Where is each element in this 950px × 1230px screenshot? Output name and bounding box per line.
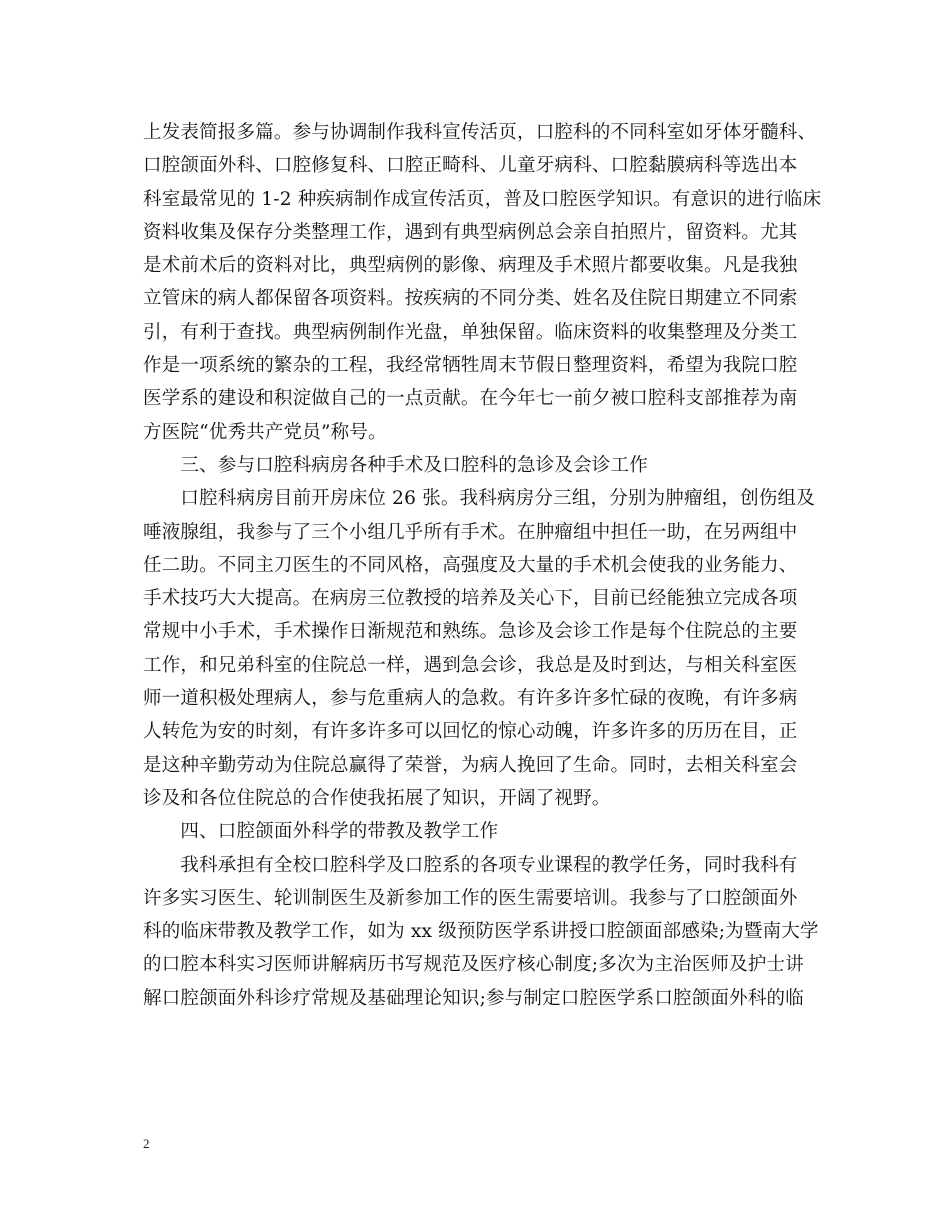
- text-line: 解口腔颌面外科诊疗常规及基础理论知识;参与制定口腔医学系口腔颌面外科的临: [143, 987, 804, 1009]
- text-line: 任二助。不同主刀医生的不同风格，高强度及大量的手术机会使我的业务能力、: [143, 554, 798, 576]
- body-text: [143, 116, 822, 1015]
- text-line: 上发表简报多篇。参与协调制作我科宣传活页，口腔科的不同科室如牙体牙髓科、: [143, 122, 817, 143]
- section-heading: 三、参与口腔科病房各种手术及口腔科的急诊及会诊工作: [143, 454, 648, 476]
- section-heading: 四、口腔颌面外科学的带教及教学工作: [143, 821, 499, 843]
- text-line: 常规中小手术，手术操作日渐规范和熟练。急诊及会诊工作是每个住院总的主要: [143, 621, 798, 643]
- text-line: 我科承担有全校口腔科学及口腔系的各项专业课程的教学任务，同时我科有: [143, 854, 798, 876]
- text-line: 手术技巧大大提高。在病房三位教授的培养及关心下，目前已经能独立完成各项: [143, 588, 798, 610]
- page-number: 2: [143, 1136, 150, 1151]
- text-line: 口腔科病房目前开房床位 26 张。我科病房分三组，分别为肿瘤组，创伤组及: [143, 488, 815, 510]
- text-line: 科室最常见的 1-2 种疾病制作成宣传活页，普及口腔医学知识。有意识的进行临床: [143, 188, 822, 210]
- text-line: 口腔颌面外科、口腔修复科、口腔正畸科、儿童牙病科、口腔黏膜病科等选出本: [143, 155, 798, 177]
- text-line: 立管床的病人都保留各项资料。按疾病的不同分类、姓名及住院日期建立不同索: [143, 288, 798, 310]
- text-line: 诊及和各位住院总的合作使我拓展了知识，开阔了视野。: [143, 787, 611, 809]
- text-line: 作是一项系统的繁杂的工程，我经常牺牲周末节假日整理资料，希望为我院口腔: [143, 355, 798, 377]
- text-line: 资料收集及保存分类整理工作，遇到有典型病例总会亲自拍照片，留资料。尤其: [143, 221, 798, 243]
- text-line: 是术前术后的资料对比，典型病例的影像、病理及手术照片都要收集。凡是我独: [143, 255, 798, 277]
- text-line: 师一道积极处理病人，参与危重病人的急救。有许多许多忙碌的夜晚，有许多病: [143, 688, 798, 710]
- text-line: 的口腔本科实习医师讲解病历书写规范及医疗核心制度;多次为主治医师及护士讲: [143, 954, 804, 976]
- text-line: 人转危为安的时刻，有许多许多可以回忆的惊心动魄，许多许多的历历在目，正: [143, 721, 798, 743]
- text-line: 是这种辛勤劳动为住院总赢得了荣誉，为病人挽回了生命。同时，去相关科室会: [143, 754, 798, 776]
- text-line: 医学系的建设和积淀做自己的一点贡献。在今年七一前夕被口腔科支部推荐为南: [143, 388, 798, 410]
- text-line: 许多实习医生、轮训制医生及新参加工作的医生需要培训。我参与了口腔颌面外: [143, 887, 798, 909]
- text-line: 引，有利于查找。典型病例制作光盘，单独保留。临床资料的收集整理及分类工: [143, 321, 798, 343]
- text-line: 工作，和兄弟科室的住院总一样，遇到急会诊，我总是及时到达，与相关科室医: [143, 654, 798, 676]
- text-line: 唾液腺组，我参与了三个小组几乎所有手术。在肿瘤组中担任一助，在另两组中: [143, 521, 798, 543]
- text-line: 科的临床带教及教学工作，如为 xx 级预防医学系讲授口腔颌面部感染;为暨南大学: [143, 921, 819, 943]
- text-line: 方医院“优秀共产党员”称号。: [143, 421, 387, 443]
